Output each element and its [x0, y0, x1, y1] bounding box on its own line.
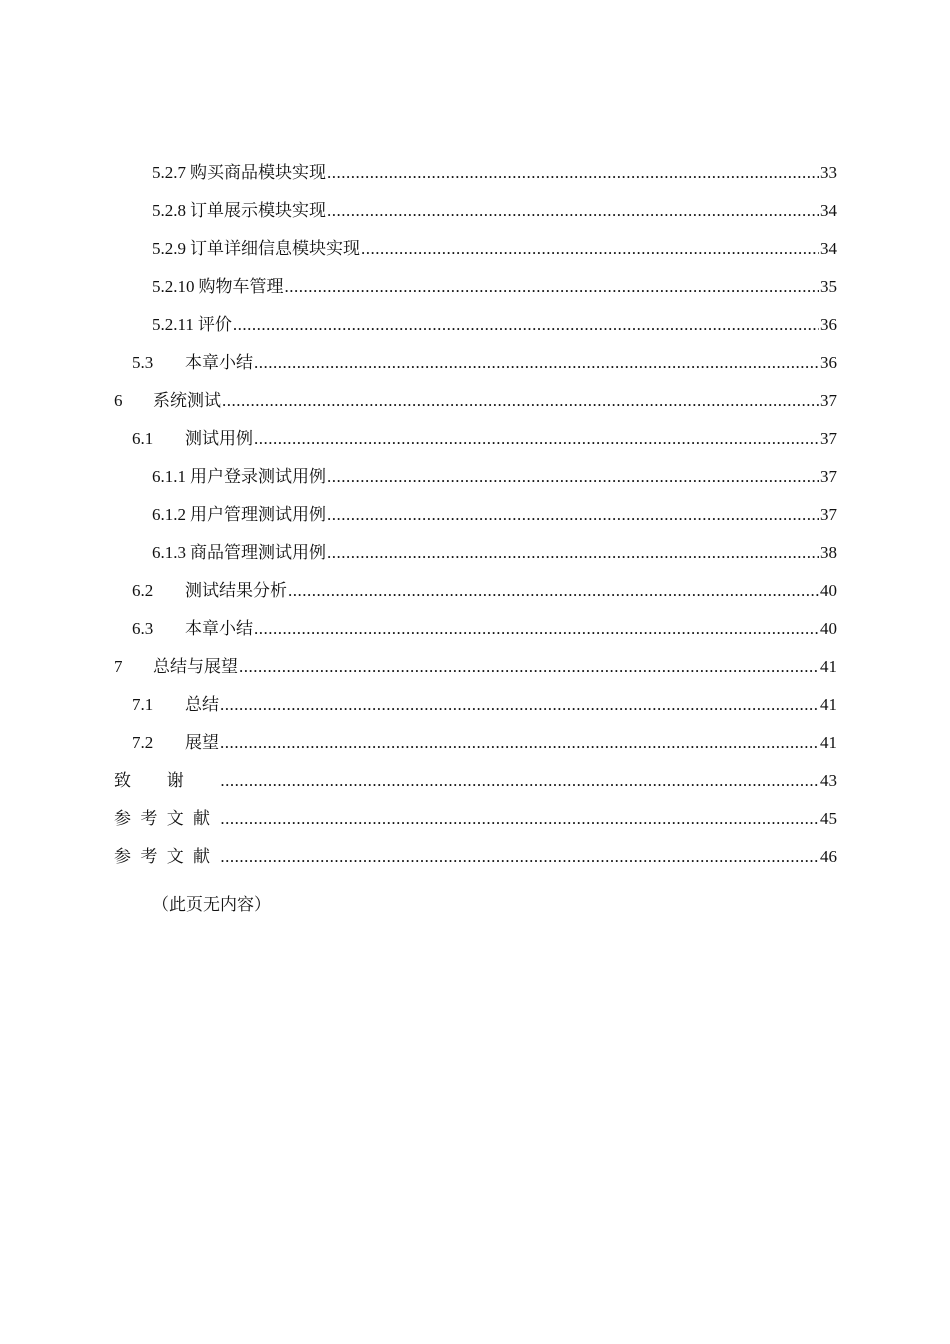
toc-entry[interactable] [114, 306, 837, 344]
toc-entry-page: 34 [820, 239, 837, 258]
toc-entry-title: 参考文献 [114, 809, 220, 828]
toc-entry[interactable] [114, 686, 837, 724]
toc-entry-number: 5.3 [132, 353, 154, 372]
toc-entry[interactable] [114, 838, 837, 876]
toc-entry-page: 40 [820, 581, 837, 600]
dot-leader [220, 800, 819, 838]
toc-entry[interactable] [114, 344, 837, 382]
toc-entry-title: 用户管理测试用例 [190, 505, 326, 524]
toc-entry[interactable] [114, 610, 837, 648]
toc-entry-title: 总结与展望 [153, 657, 238, 676]
dot-leader [220, 686, 819, 724]
toc-entry-title: 商品管理测试用例 [190, 543, 326, 562]
dot-leader [233, 306, 819, 344]
toc-entry-page: 34 [820, 201, 837, 220]
toc-entry-title: 本章小结 [185, 353, 253, 372]
dot-leader [220, 762, 819, 800]
toc-entry-page: 37 [820, 505, 837, 524]
toc-entry-number: 6.1.1 [152, 467, 186, 486]
toc-entry[interactable] [114, 572, 837, 610]
toc-entry-number: 5.2.9 [152, 239, 186, 258]
dot-leader [239, 648, 819, 686]
toc-entry-number: 7.2 [132, 733, 154, 752]
dot-leader [254, 610, 819, 648]
toc-entry-number: 6.1 [132, 429, 154, 448]
toc-entry-number: 7 [114, 657, 123, 676]
toc-entry-title: 参考文献 [114, 847, 220, 866]
toc-entry-number: 6.1.2 [152, 505, 186, 524]
toc-entry[interactable] [114, 154, 837, 192]
toc-entry-page: 41 [820, 657, 837, 676]
toc-entry-page: 36 [820, 315, 837, 334]
dot-leader [327, 534, 819, 572]
dot-leader [327, 496, 819, 534]
toc-entry-page: 37 [820, 467, 837, 486]
toc-entry-page: 41 [820, 733, 837, 752]
toc-entry-title: 用户登录测试用例 [190, 467, 326, 486]
dot-leader [254, 344, 819, 382]
dot-leader [361, 230, 819, 268]
toc-entry-number: 5.2.8 [152, 201, 186, 220]
toc-entry-number: 6.2 [132, 581, 154, 600]
toc-entry-page: 37 [820, 391, 837, 410]
toc-entry[interactable] [114, 648, 837, 686]
toc-entry-page: 40 [820, 619, 837, 638]
toc-entry-number: 5.2.11 [152, 315, 194, 334]
toc-entry[interactable] [114, 382, 837, 420]
toc-entry[interactable] [114, 496, 837, 534]
toc-entry-page: 41 [820, 695, 837, 714]
toc-entry[interactable] [114, 420, 837, 458]
toc-entry-page: 37 [820, 429, 837, 448]
toc-entry-title: 测试用例 [185, 429, 253, 448]
dot-leader [222, 382, 819, 420]
dot-leader [288, 572, 819, 610]
toc-entry-title: 测试结果分析 [185, 581, 287, 600]
toc-entry[interactable] [114, 800, 837, 838]
dot-leader [327, 154, 819, 192]
toc-entry-number: 6.3 [132, 619, 154, 638]
toc-entry-page: 38 [820, 543, 837, 562]
toc-entry-title: 评价 [197, 315, 232, 334]
table-of-contents [114, 154, 837, 876]
toc-entry-number: 6 [114, 391, 123, 410]
toc-entry-page: 43 [820, 771, 837, 790]
toc-entry[interactable] [114, 724, 837, 762]
dot-leader [285, 268, 820, 306]
toc-entry-title: 系统测试 [153, 391, 221, 410]
toc-entry-title: 致谢 [114, 771, 220, 790]
toc-entry-page: 45 [820, 809, 837, 828]
dot-leader [220, 838, 819, 876]
toc-entry-number: 6.1.3 [152, 543, 186, 562]
dot-leader [220, 724, 819, 762]
toc-entry[interactable] [114, 268, 837, 306]
toc-entry-title: 购买商品模块实现 [190, 163, 326, 182]
toc-entry-title: 本章小结 [185, 619, 253, 638]
toc-entry[interactable] [114, 192, 837, 230]
dot-leader [254, 420, 819, 458]
toc-entry-number: 5.2.7 [152, 163, 186, 182]
toc-entry-title: 总结 [185, 695, 219, 714]
toc-entry-title: 订单展示模块实现 [190, 201, 326, 220]
toc-entry-title: 购物车管理 [198, 277, 284, 296]
dot-leader [327, 192, 819, 230]
toc-entry[interactable] [114, 458, 837, 496]
blank-page-note: （此页无内容） [152, 895, 271, 914]
toc-entry-page: 46 [820, 847, 837, 866]
toc-entry-title: 订单详细信息模块实现 [190, 239, 360, 258]
toc-entry-number: 5.2.10 [152, 277, 195, 296]
toc-entry[interactable] [114, 534, 837, 572]
dot-leader [327, 458, 819, 496]
toc-entry-page: 36 [820, 353, 837, 372]
toc-entry-number: 7.1 [132, 695, 154, 714]
toc-entry-page: 35 [820, 277, 837, 296]
toc-entry[interactable] [114, 762, 837, 800]
toc-entry[interactable] [114, 230, 837, 268]
toc-entry-page: 33 [820, 163, 837, 182]
toc-entry-title: 展望 [185, 733, 219, 752]
